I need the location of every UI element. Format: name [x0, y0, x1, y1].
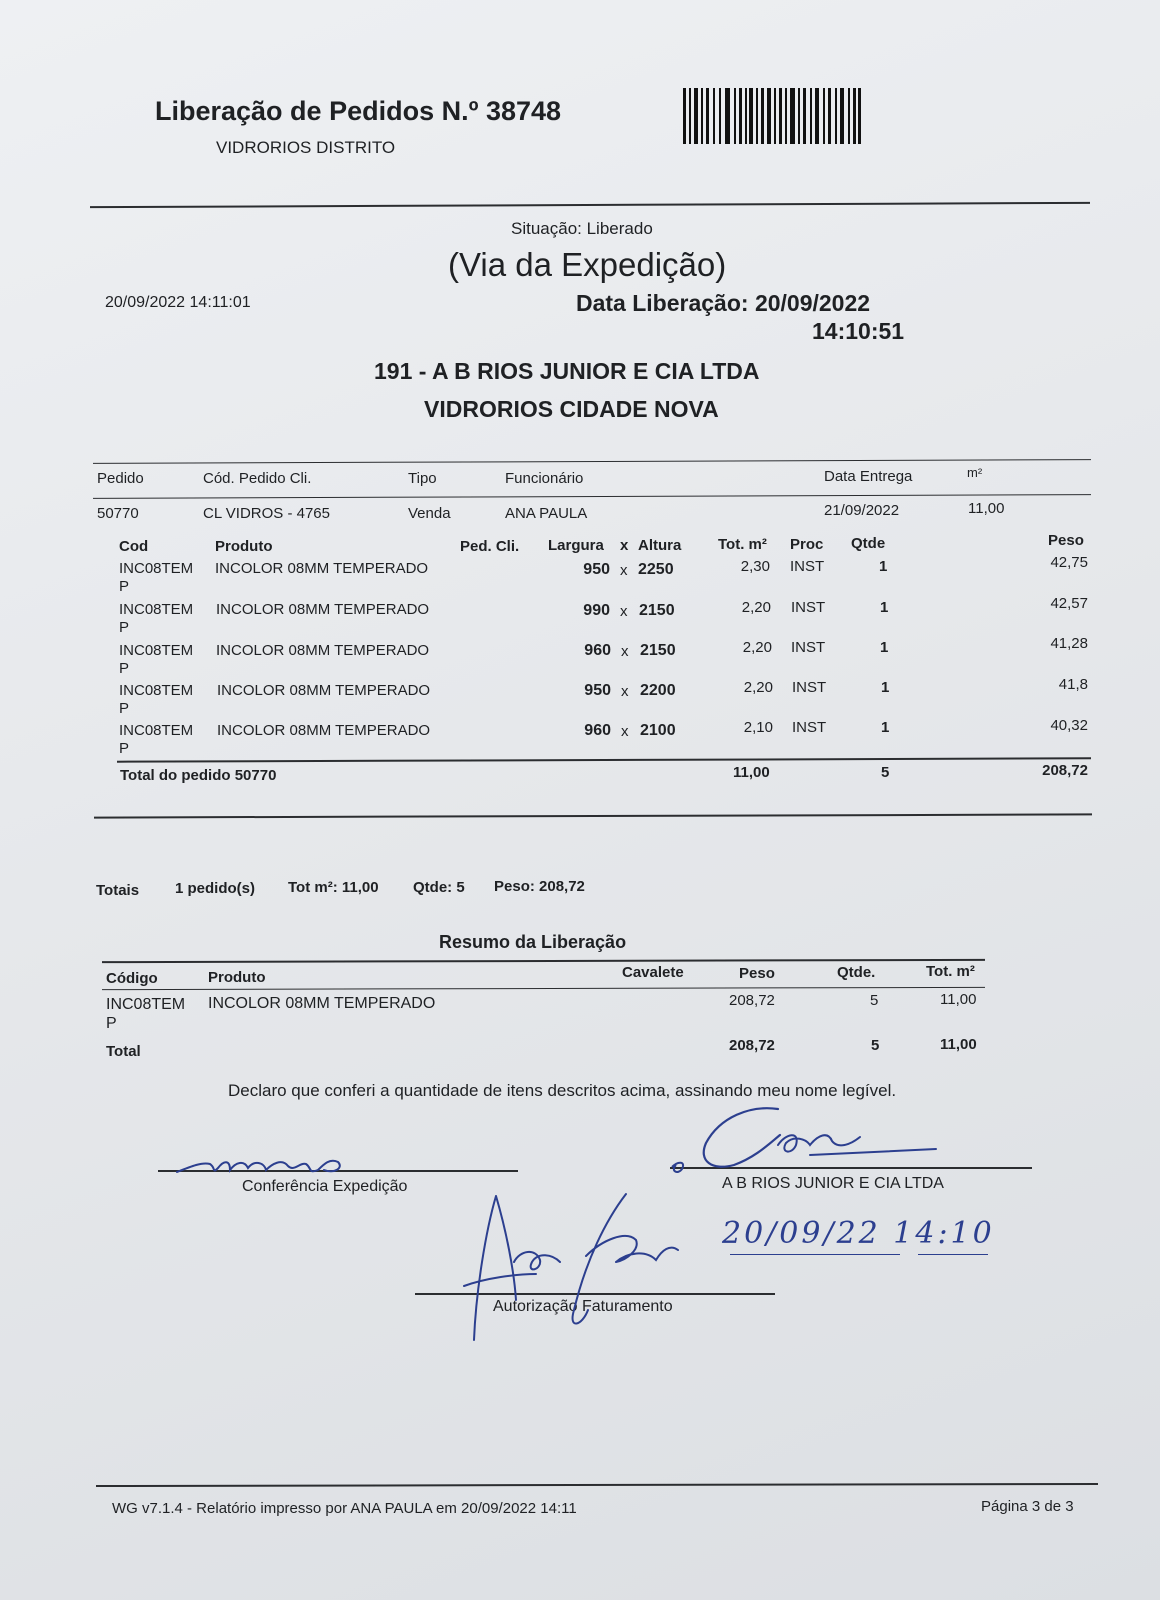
m2-value: 11,00	[968, 500, 1005, 517]
client-name: 191 - A B RIOS JUNIOR E CIA LTDA	[374, 358, 760, 384]
item-largura: 950	[584, 682, 611, 699]
document-title: Liberação de Pedidos N.º 38748	[155, 96, 562, 126]
resumo-col-qtde: Qtde.	[837, 964, 876, 981]
resumo-produto: INCOLOR 08MM TEMPERADO	[208, 995, 436, 1012]
resumo-total-label: Total	[106, 1043, 141, 1060]
item-altura: 2250	[638, 561, 674, 578]
order-table-top	[93, 459, 1091, 464]
item-produto: INCOLOR 08MM TEMPERADO	[216, 601, 430, 618]
resumo-total-tot-m2: 11,00	[940, 1036, 977, 1053]
item-produto: INCOLOR 08MM TEMPERADO	[216, 642, 430, 659]
barcode-icon	[683, 88, 861, 144]
item-proc: INST	[791, 639, 826, 656]
item-proc: INST	[790, 558, 825, 575]
item-x: x	[620, 603, 628, 620]
item-x: x	[620, 562, 628, 579]
declaration-text: Declaro que conferi a quantidade de itens descritos acima, assinando meu nome legível.	[228, 1081, 897, 1100]
item-x: x	[621, 643, 629, 660]
resumo-title: Resumo da Liberação	[439, 932, 627, 952]
item-cod-cont: P	[119, 740, 130, 757]
header-divider	[90, 202, 1090, 208]
totais-m2: Tot m²: 11,00	[288, 879, 379, 896]
autorizacao-label: Autorização Faturamento	[493, 1298, 673, 1315]
conferencia-label: Conferência Expedição	[242, 1178, 408, 1195]
handwritten-date-underline	[730, 1254, 900, 1255]
item-altura: 2200	[640, 682, 676, 699]
resumo-col-cavalete: Cavalete	[622, 964, 684, 981]
resumo-col-codigo: Código	[106, 970, 158, 987]
resumo-total-peso: 208,72	[729, 1037, 775, 1054]
items-col-produto: Produto	[215, 538, 273, 555]
order-total-peso: 208,72	[1042, 762, 1088, 779]
item-tot-m2: 2,20	[741, 599, 771, 616]
col-pedido: Pedido	[97, 470, 144, 487]
order-total-label: Total do pedido 50770	[120, 767, 277, 784]
item-cod-cont: P	[119, 619, 130, 636]
col-cod-pedido-cli: Cód. Pedido Cli.	[203, 470, 312, 487]
signature-autorizacao	[456, 1190, 696, 1350]
item-tot-m2: 2,20	[742, 639, 772, 656]
order-section-end	[94, 813, 1092, 818]
resumo-total-qtde: 5	[871, 1037, 880, 1054]
document-subtitle: VIDRORIOS DISTRITO	[216, 138, 396, 157]
item-altura: 2100	[640, 722, 676, 739]
copy-type: (Via da Expedição)	[448, 246, 727, 283]
item-qtde: 1	[879, 558, 888, 575]
item-altura: 2150	[640, 642, 676, 659]
item-cod-cont: P	[119, 700, 130, 717]
item-cod-cont: P	[119, 578, 130, 595]
item-qtde: 1	[881, 679, 890, 696]
order-total-qtde: 5	[881, 764, 890, 781]
item-produto: INCOLOR 08MM TEMPERADO	[215, 560, 429, 577]
items-col-proc: Proc	[790, 536, 824, 553]
items-col-largura: Largura	[548, 537, 604, 554]
handwritten-time-underline	[918, 1254, 988, 1255]
totais-pedidos: 1 pedido(s)	[175, 880, 256, 897]
resumo-col-tot-m2: Tot. m²	[926, 963, 975, 980]
col-m2: m²	[967, 465, 983, 480]
release-date: Data Liberação: 20/09/2022	[576, 290, 871, 316]
col-data-entrega: Data Entrega	[824, 468, 913, 485]
totais-label: Totais	[96, 882, 140, 899]
items-col-altura: Altura	[638, 537, 682, 554]
resumo-codigo: INC08TEM	[106, 996, 186, 1013]
resumo-col-peso: Peso	[739, 965, 775, 982]
item-produto: INCOLOR 08MM TEMPERADO	[217, 682, 431, 699]
funcionario-value: ANA PAULA	[505, 505, 588, 522]
client-store: VIDRORIOS CIDADE NOVA	[424, 396, 719, 422]
item-peso: 41,8	[1058, 676, 1088, 693]
item-x: x	[621, 723, 629, 740]
cod-pedido-cli-value: CL VIDROS - 4765	[203, 505, 330, 522]
order-header-divider	[93, 494, 1091, 499]
item-qtde: 1	[880, 639, 889, 656]
item-proc: INST	[792, 719, 827, 736]
item-peso: 42,57	[1050, 595, 1088, 612]
page-number: Página 3 de 3	[981, 1498, 1074, 1515]
signature-company	[660, 1095, 960, 1185]
company-label: A B RIOS JUNIOR E CIA LTDA	[722, 1175, 944, 1192]
resumo-peso: 208,72	[729, 992, 775, 1009]
item-peso: 41,28	[1050, 635, 1088, 652]
item-largura: 960	[584, 642, 611, 659]
totais-peso: Peso: 208,72	[494, 878, 585, 895]
resumo-col-produto: Produto	[208, 969, 266, 986]
item-cod-cont: P	[119, 660, 130, 677]
order-total-m2: 11,00	[733, 764, 770, 781]
item-largura: 960	[584, 722, 611, 739]
resumo-qtde: 5	[870, 992, 879, 1009]
item-proc: INST	[792, 679, 827, 696]
item-x: x	[621, 683, 629, 700]
items-col-x: x	[620, 537, 629, 554]
item-peso: 40,32	[1050, 717, 1088, 734]
item-cod: INC08TEM	[119, 722, 194, 739]
item-cod: INC08TEM	[119, 642, 194, 659]
items-col-qtde: Qtde	[851, 535, 886, 552]
items-col-tot-m2: Tot. m²	[718, 536, 767, 553]
item-largura: 950	[583, 561, 610, 578]
footer-left: WG v7.1.4 - Relatório impresso por ANA PAULA em 20/09/2022 14:11	[112, 1500, 577, 1517]
resumo-codigo-cont: P	[106, 1015, 117, 1032]
item-cod: INC08TEM	[119, 682, 194, 699]
item-proc: INST	[791, 599, 826, 616]
item-cod: INC08TEM	[119, 560, 194, 577]
printed-datetime: 20/09/2022 14:11:01	[105, 294, 251, 311]
item-cod: INC08TEM	[119, 601, 194, 618]
item-qtde: 1	[880, 599, 889, 616]
item-tot-m2: 2,10	[743, 719, 773, 736]
item-produto: INCOLOR 08MM TEMPERADO	[217, 722, 431, 739]
item-tot-m2: 2,30	[740, 558, 770, 575]
items-col-ped-cli: Ped. Cli.	[460, 538, 520, 555]
resumo-header-line	[102, 987, 985, 990]
item-tot-m2: 2,20	[743, 679, 773, 696]
pedido-value: 50770	[97, 505, 139, 522]
release-time: 14:10:51	[812, 318, 905, 344]
item-peso: 42,75	[1050, 554, 1088, 571]
tipo-value: Venda	[408, 505, 451, 522]
items-col-peso: Peso	[1048, 532, 1084, 549]
col-funcionario: Funcionário	[505, 470, 584, 487]
footer-divider	[96, 1483, 1098, 1487]
data-entrega-value: 21/09/2022	[824, 502, 900, 519]
col-tipo: Tipo	[408, 470, 437, 487]
totais-qtde: Qtde: 5	[413, 879, 465, 896]
item-altura: 2150	[639, 602, 675, 619]
resumo-top-line	[102, 959, 985, 963]
handwritten-date: 20/09/22 14:10	[722, 1216, 995, 1251]
item-qtde: 1	[881, 719, 890, 736]
signature-conferencia	[172, 1140, 372, 1190]
resumo-tot-m2: 11,00	[940, 991, 977, 1008]
items-col-cod: Cod	[119, 538, 149, 555]
items-total-divider	[117, 757, 1091, 762]
status-text: Situação: Liberado	[511, 219, 653, 238]
item-largura: 990	[583, 602, 610, 619]
